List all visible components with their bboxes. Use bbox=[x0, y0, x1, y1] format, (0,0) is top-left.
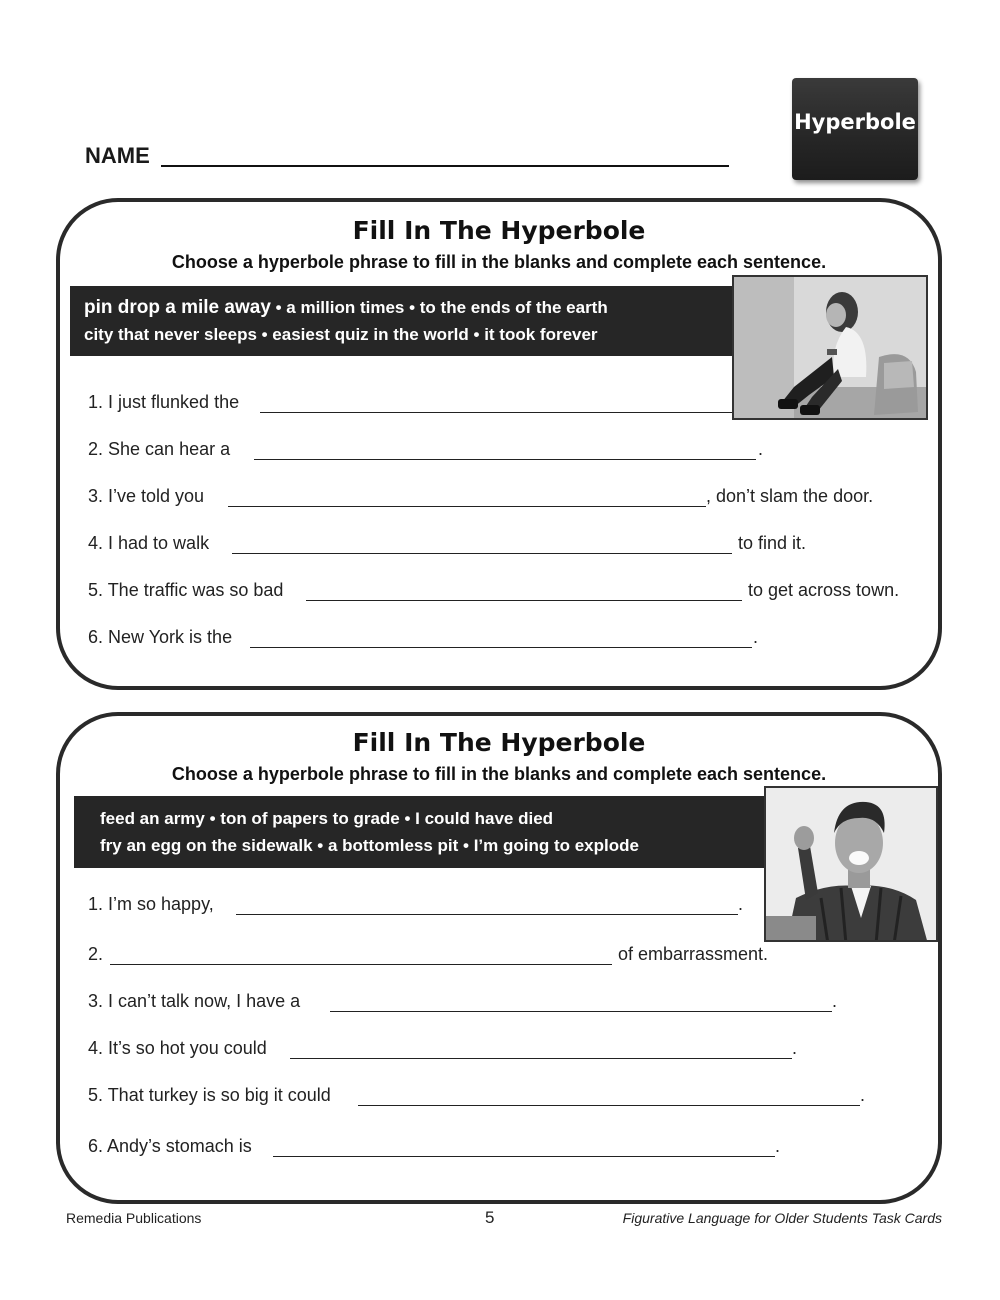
question-1-end: . bbox=[738, 894, 744, 914]
answer-blank-1[interactable] bbox=[236, 914, 738, 915]
excited-man-image bbox=[766, 788, 938, 942]
question-5-end: to get across town. bbox=[748, 580, 900, 600]
tab-label: Hyperbole bbox=[794, 110, 916, 134]
answer-blank-5[interactable] bbox=[306, 600, 742, 601]
question-3: 3. I can’t talk now, I have a bbox=[88, 991, 301, 1011]
question-3: 3. I’ve told you bbox=[88, 486, 205, 506]
answer-blank-4[interactable] bbox=[290, 1058, 792, 1059]
phrase-bank-line: city that never sleeps • easiest quiz in the world • it took forever bbox=[84, 325, 598, 344]
card-title: Fill In The Hyperbole bbox=[352, 728, 646, 757]
task-card-1 bbox=[56, 198, 942, 690]
name-field bbox=[85, 140, 735, 170]
question-6: 6. Andy’s stomach is bbox=[88, 1136, 252, 1156]
question-2: 2. bbox=[88, 944, 104, 964]
answer-blank-6[interactable] bbox=[250, 647, 752, 648]
answer-blank-1[interactable] bbox=[260, 412, 732, 413]
student-photo bbox=[732, 275, 928, 420]
question-4-end: . bbox=[792, 1038, 798, 1058]
question-5: 5. That turkey is so big it could bbox=[88, 1085, 331, 1105]
phrase-bank bbox=[74, 796, 776, 868]
question-3-end: . bbox=[832, 991, 838, 1011]
answer-blank-3[interactable] bbox=[330, 1011, 832, 1012]
task-card-2 bbox=[56, 712, 942, 1204]
phrase-bank-line: fry an egg on the sidewalk • a bottomless pit • I’m going to explode bbox=[100, 836, 639, 855]
question-6-end: . bbox=[753, 627, 759, 647]
answer-blank-2[interactable] bbox=[110, 964, 612, 965]
question-4: 4. It’s so hot you could bbox=[88, 1038, 267, 1058]
answer-blank-5[interactable] bbox=[358, 1105, 860, 1106]
man-photo bbox=[764, 786, 938, 942]
name-label: NAME bbox=[85, 143, 150, 168]
answer-blank-6[interactable] bbox=[273, 1156, 775, 1157]
question-6-end: . bbox=[775, 1136, 781, 1156]
phrase-bank-line: • a million times • to the ends of the earth bbox=[270, 298, 608, 317]
sad-student-image bbox=[734, 277, 928, 420]
question-4: 4. I had to walk bbox=[88, 533, 210, 553]
answer-blank-2[interactable] bbox=[254, 459, 756, 460]
phrase-bank bbox=[70, 286, 738, 356]
phrase-bank-phrase: pin drop a mile away bbox=[84, 297, 271, 318]
footer-publisher: Remedia Publications bbox=[66, 1210, 202, 1226]
question-5: 5. The traffic was so bad bbox=[88, 580, 284, 600]
question-4-end: to find it. bbox=[738, 533, 807, 553]
card-instructions: Choose a hyperbole phrase to fill in the blanks and complete each sentence. bbox=[171, 252, 827, 272]
question-1: 1. I’m so happy, bbox=[88, 894, 214, 914]
name-blank[interactable] bbox=[161, 165, 729, 167]
answer-blank-4[interactable] bbox=[232, 553, 732, 554]
card-instructions: Choose a hyperbole phrase to fill in the blanks and complete each sentence. bbox=[171, 764, 827, 784]
question-1: 1. I just flunked the bbox=[88, 392, 240, 412]
footer-page-number: 5 bbox=[485, 1208, 495, 1227]
question-2: 2. She can hear a bbox=[88, 439, 231, 459]
footer-book-title: Figurative Language for Older Students Task Cards bbox=[622, 1210, 942, 1226]
phrase-bank-line: feed an army • ton of papers to grade • I could have died bbox=[100, 809, 554, 828]
answer-blank-3[interactable] bbox=[228, 506, 706, 507]
question-2-end: of embarrassment. bbox=[618, 944, 769, 964]
question-2-end: . bbox=[758, 439, 764, 459]
question-6: 6. New York is the bbox=[88, 627, 233, 647]
card-title: Fill In The Hyperbole bbox=[352, 216, 646, 245]
question-5-end: . bbox=[860, 1085, 866, 1105]
question-3-end: , don’t slam the door. bbox=[706, 486, 874, 506]
hyperbole-tab bbox=[792, 78, 918, 180]
